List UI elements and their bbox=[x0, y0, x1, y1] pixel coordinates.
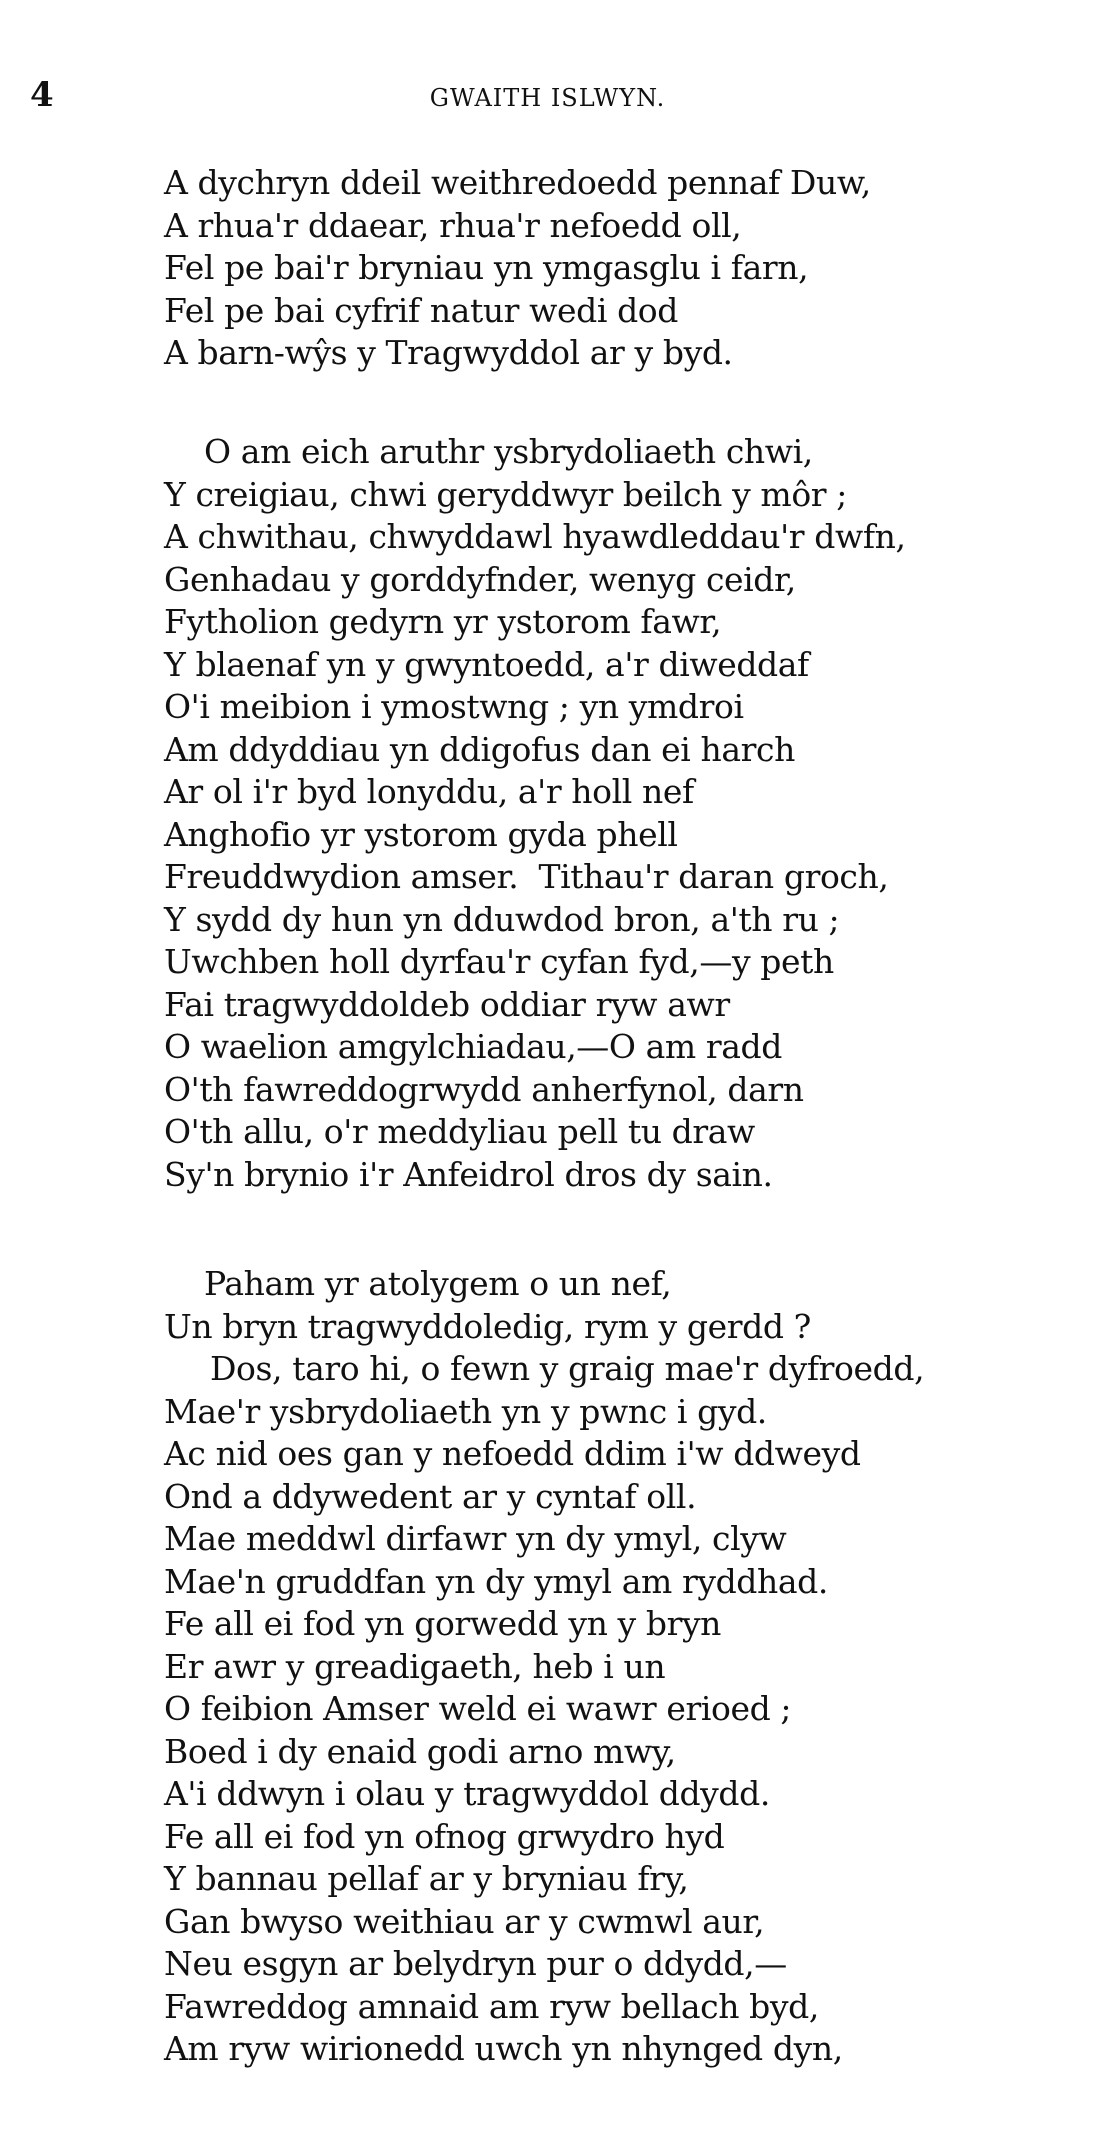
poem-line: Boed i dy enaid godi arno mwy, bbox=[164, 1731, 676, 1771]
poem-line: O feibion Amser weld ei wawr erioed ; bbox=[164, 1689, 792, 1728]
poem-line: Gan bwyso weithiau ar y cwmwl aur, bbox=[164, 1901, 765, 1941]
poem-line: O am eich aruthr ysbrydoliaeth chwi, bbox=[204, 432, 813, 471]
poem-line: Y creigiau, chwi geryddwyr beilch y môr ; bbox=[164, 474, 847, 514]
poem-line: Uwchben holl dyrfau'r cyfan fyd,—y peth bbox=[164, 942, 834, 981]
poem-line: Fel pe bai'r bryniau yn ymgasglu i farn, bbox=[164, 248, 809, 287]
poem-line: A rhua'r ddaear, rhua'r nefoedd oll, bbox=[164, 205, 742, 245]
stanza-3 bbox=[164, 1263, 924, 2071]
poem-line: Ar ol i'r byd lonyddu, a'r holl nef bbox=[164, 772, 694, 811]
running-title: GWAITH ISLWYN. bbox=[429, 84, 666, 112]
poem-line: Y sydd dy hun yn dduwdod bron, a'th ru ; bbox=[164, 899, 840, 939]
poem-line: Mae'r ysbrydoliaeth yn y pwnc i gyd. bbox=[164, 1391, 767, 1431]
poem-line: Ond a ddywedent ar y cyntaf oll. bbox=[164, 1476, 697, 1516]
poem-line: Sy'n brynio i'r Anfeidrol dros dy sain. bbox=[164, 1154, 773, 1194]
poem-line: O'th fawreddogrwydd anherfynol, darn bbox=[164, 1069, 804, 1109]
poem-line: A dychryn ddeil weithredoedd pennaf Duw, bbox=[164, 163, 871, 202]
poem-line: Dos, taro hi, o fewn y graig mae'r dyfroedd, bbox=[210, 1349, 925, 1388]
poem-line: Un bryn tragwyddoledig, rym y gerdd ? bbox=[164, 1306, 811, 1346]
poem-line: Fytholion gedyrn yr ystorom fawr, bbox=[164, 602, 722, 641]
poem-line: Am ddyddiau yn ddigofus dan ei harch bbox=[164, 729, 795, 769]
page-number: 4 bbox=[30, 75, 54, 115]
poem-line: Paham yr atolygem o un nef, bbox=[204, 1264, 672, 1303]
poem-line: Er awr y greadigaeth, heb i un bbox=[164, 1646, 666, 1686]
poem-line: A barn-wŷs y Tragwyddol ar y byd. bbox=[164, 333, 733, 372]
poem-line: O'th allu, o'r meddyliau pell tu draw bbox=[164, 1112, 755, 1151]
poem-line: O waelion amgylchiadau,—O am radd bbox=[164, 1027, 783, 1066]
poem-line: Anghofio yr ystorom gyda phell bbox=[164, 814, 678, 854]
poem-line: Y bannau pellaf ar y bryniau fry, bbox=[164, 1859, 689, 1898]
poem-line: A'i ddwyn i olau y tragwyddol ddydd. bbox=[164, 1774, 770, 1813]
poem-line: Fel pe bai cyfrif natur wedi dod bbox=[164, 290, 678, 330]
poem-line: Neu esgyn ar belydryn pur o ddydd,— bbox=[164, 1944, 787, 1983]
poem-line: O'i meibion i ymostwng ; yn ymdroi bbox=[164, 687, 744, 726]
poem-line: Fai tragwyddoldeb oddiar ryw awr bbox=[164, 984, 730, 1024]
poem-line: Am ryw wirionedd uwch yn nhynged dyn, bbox=[164, 2029, 843, 2068]
poem-line: Mae meddwl dirfawr yn dy ymyl, clyw bbox=[164, 1519, 787, 1558]
poem-line: Freuddwydion amser. Tithau'r daran groch, bbox=[164, 857, 889, 896]
poem-line: Genhadau y gorddyfnder, wenyg ceidr, bbox=[164, 559, 796, 599]
poem-line: Fawreddog amnaid am ryw bellach byd, bbox=[164, 1986, 819, 2026]
poem-line: Fe all ei fod yn ofnog grwydro hyd bbox=[164, 1816, 725, 1856]
stanza-1 bbox=[164, 162, 871, 375]
poem-line: Fe all ei fod yn gorwedd yn y bryn bbox=[164, 1604, 722, 1643]
poem-line: A chwithau, chwyddawl hyawdleddau'r dwfn, bbox=[164, 517, 906, 556]
poem-line: Y blaenaf yn y gwyntoedd, a'r diweddaf bbox=[164, 644, 809, 684]
poem-line: Ac nid oes gan y nefoedd ddim i'w ddweyd bbox=[164, 1434, 861, 1473]
stanza-2 bbox=[164, 431, 906, 1196]
poem-line: Mae'n gruddfan yn dy ymyl am ryddhad. bbox=[164, 1561, 828, 1601]
